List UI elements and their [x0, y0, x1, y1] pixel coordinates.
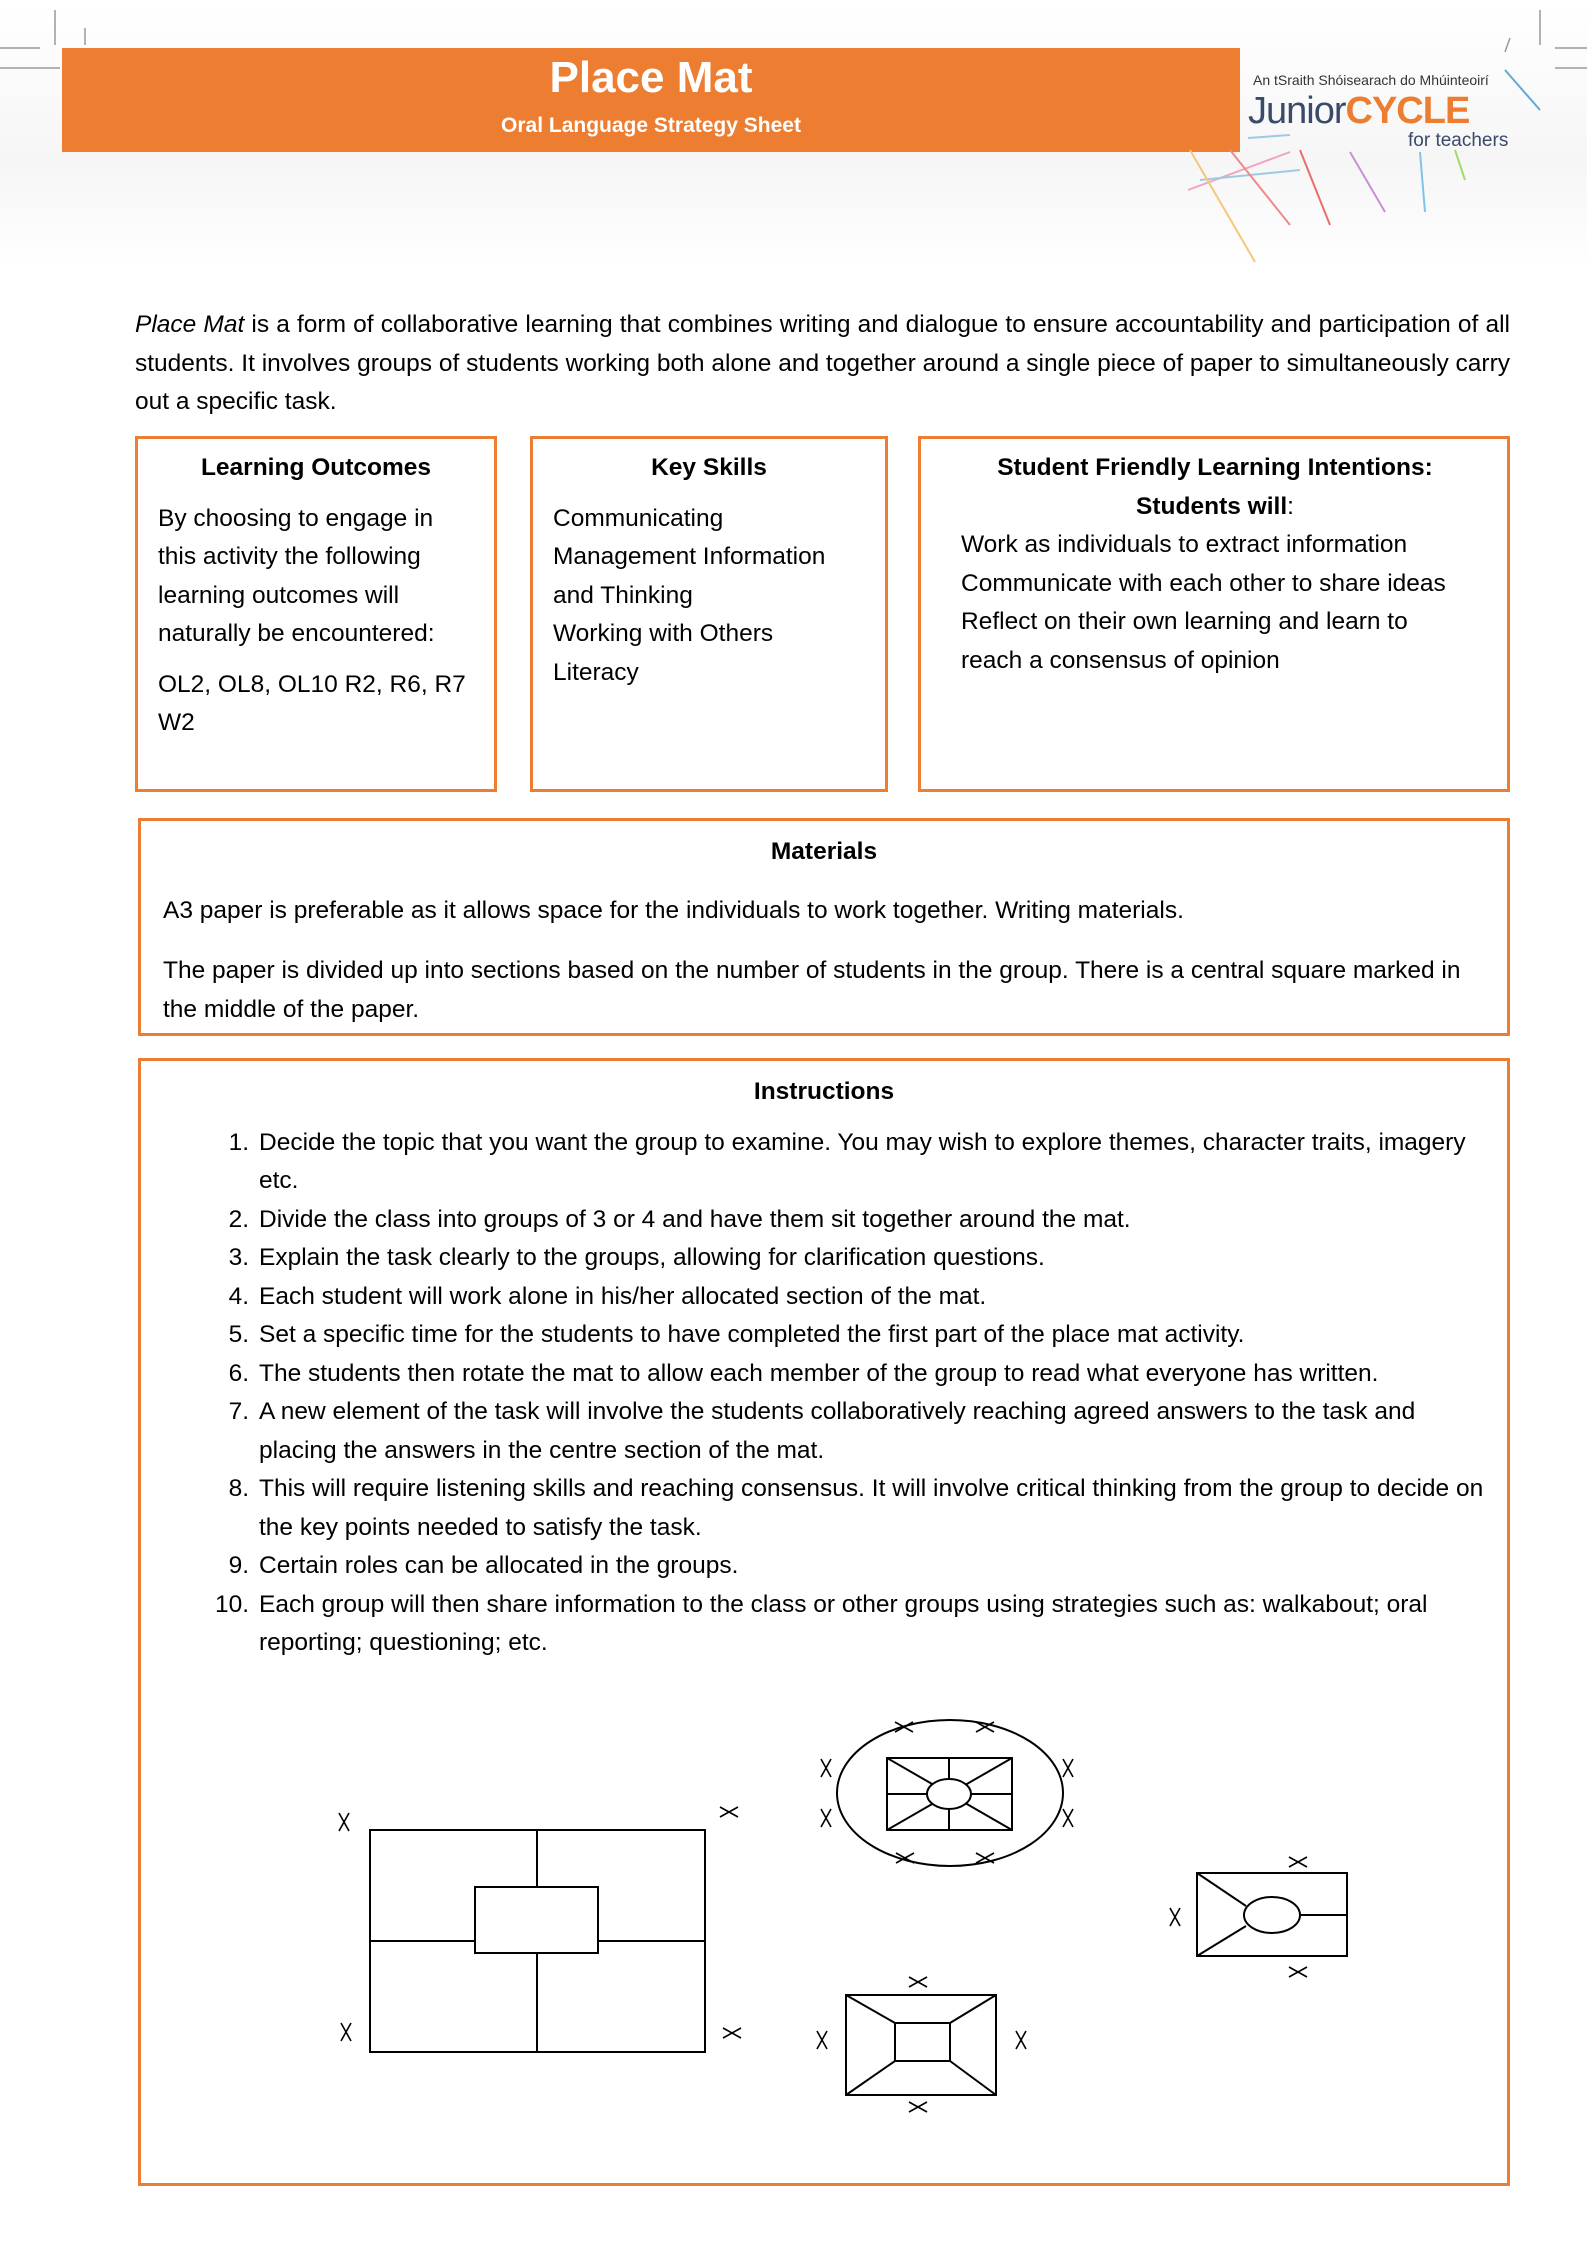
list-item [163, 1547, 1485, 1586]
list-item-text: Each group will then share information to the class or other groups using strategies such as: walkabout; oral reporting; questioning; etc. [259, 1590, 1428, 1656]
learning-intentions-title: Student Friendly Learning Intentions: [997, 454, 1433, 481]
learning-outcomes-codes: OL2, OL8, OL10 R2, R6, R7 W2 [158, 670, 466, 736]
list-item [163, 1586, 1485, 1663]
list-item-number: 3. [228, 1244, 249, 1271]
page-title: Place Mat [549, 53, 753, 102]
list-item [163, 1355, 1485, 1394]
logo-wordmark [1248, 90, 1469, 133]
materials-box [138, 818, 1510, 1036]
list-item-text: Each student will work alone in his/her allocated section of the mat. [259, 1282, 987, 1310]
intro-paragraph [135, 306, 1510, 422]
list-item-text: This will require listening skills and reaching consensus. It will involve critical thinking from the group to decide on the key points needed to satisfy the task. [259, 1475, 1484, 1541]
intro-term: Place Mat [135, 311, 245, 338]
list-item [163, 1239, 1485, 1278]
list-item-text: Certain roles can be allocated in the groups. [259, 1552, 739, 1579]
list-item [163, 1201, 1485, 1240]
page-subtitle: Oral Language Strategy Sheet [501, 114, 801, 137]
list-item-number: 2. [228, 1205, 249, 1233]
learning-intentions-box [918, 436, 1510, 792]
learning-outcomes-body: By choosing to engage in this activity the following learning outcomes will naturally be encountered: [158, 504, 435, 647]
list-item: Work as individuals to extract information [961, 531, 1408, 558]
list-item-number: 5. [228, 1321, 249, 1348]
learning-outcomes-title: Learning Outcomes [200, 454, 432, 481]
key-skills-box [530, 436, 888, 792]
students-will-colon: : [1287, 492, 1294, 520]
list-item-number: 6. [228, 1359, 249, 1387]
junior-cycle-logo [1248, 60, 1508, 170]
list-item-text: Explain the task clearly to the groups, allowing for clarification questions. [259, 1244, 1045, 1271]
key-skills-title: Key Skills [651, 454, 767, 481]
list-item-text: A new element of the task will involve the students collaboratively reaching agreed answers to the task and placing the answers in the centre section of the mat. [259, 1398, 1416, 1464]
intro-text: is a form of collaborative learning that combines writing and dialogue to ensure accountability and participation of all students. It involves groups of students working both alone and together around a single piece of paper to simultaneously carry out a specific task. [135, 311, 1510, 415]
list-item [163, 1393, 1485, 1470]
list-item: Communicating [553, 504, 724, 532]
list-item-number: 4. [228, 1282, 249, 1310]
list-item-text: Divide the class into groups of 3 or 4 and have them sit together around the mat. [259, 1205, 1131, 1233]
list-item-text: Set a specific time for the students to have completed the first part of the place mat activity. [259, 1321, 1245, 1348]
learning-outcomes-box [135, 436, 497, 792]
list-item-text: Decide the topic that you want the group to examine. You may wish to explore themes, character traits, imagery etc. [259, 1128, 1466, 1194]
list-item: Communicate with each other to share ideas [961, 569, 1446, 597]
list-item [163, 1470, 1485, 1547]
materials-paragraph-2: The paper is divided up into sections based on the number of students in the group. There is a central square marked in the middle of the paper. [163, 957, 1461, 1023]
list-item-number: 8. [228, 1475, 249, 1502]
list-item-number: 1. [228, 1128, 249, 1156]
learning-intentions-subtitle [961, 488, 1469, 527]
logo-word-cycle: CYCLE [1345, 90, 1470, 132]
list-item: Working with Others [553, 620, 774, 647]
list-item: Management Information and Thinking [553, 543, 826, 609]
list-item-text: The students then rotate the mat to allow each member of the group to read what everyone has written. [259, 1359, 1379, 1387]
list-item-number: 9. [228, 1552, 249, 1579]
materials-paragraph-1: A3 paper is preferable as it allows space for the individuals to work together. Writing materials. [163, 896, 1184, 924]
list-item: Literacy [553, 658, 639, 686]
materials-title: Materials [770, 838, 878, 865]
instructions-box [138, 1058, 1510, 2186]
list-item [163, 1316, 1485, 1355]
logo-word-junior: Junior [1248, 90, 1346, 132]
students-will-label: Students will [1136, 492, 1288, 520]
instructions-list [163, 1124, 1485, 1663]
list-item-number: 7. [228, 1398, 249, 1425]
logo-tagline: An tSraith Shóisearach do Mhúinteoirí [1253, 72, 1489, 88]
instructions-title: Instructions [753, 1078, 895, 1105]
logo-subtitle: for teachers [1408, 130, 1509, 151]
key-skills-list [553, 500, 865, 693]
list-item [163, 1124, 1485, 1201]
list-item-number: 10. [214, 1590, 249, 1618]
list-item [163, 1278, 1485, 1317]
list-item: Reflect on their own learning and learn to reach a consensus of opinion [961, 608, 1408, 674]
